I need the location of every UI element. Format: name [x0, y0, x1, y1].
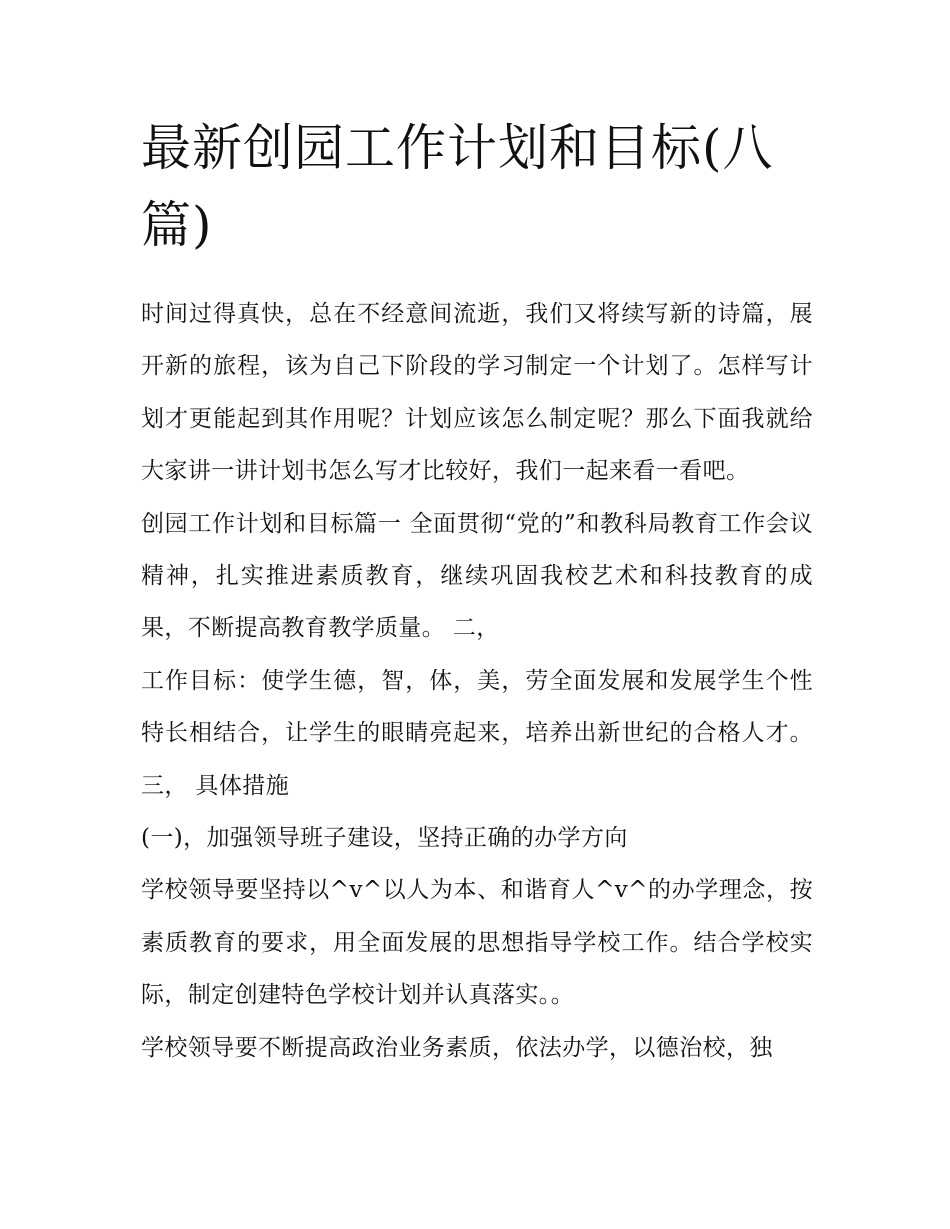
document-body [141, 110, 813, 1074]
quality-paragraph: 学校领导要不断提高政治业务素质，依法办学，以德治校，独 [141, 1034, 773, 1061]
work-goals-paragraph: 工作目标：使学生德，智，体，美，劳全面发展和发展学生个性特长相结合，让学生的眼睛亮起来，培养出新世纪的合格人才。 三， 具体措施 [141, 667, 813, 799]
leadership-paragraph: 学校领导要坚持以^v^以人为本、和谐育人^v^的办学理念，按素质教育的要求，用全面发展的思想指导学校工作。结合学校实际，制定创建特色学校计划并认真落实。。 [141, 877, 813, 1009]
document-title: 最新创园工作计划和目标(八篇) [141, 119, 774, 254]
section-one-paragraph: 创园工作计划和目标篇一 全面贯彻“党的”和教科局教育工作会议精神，扎实推进素质教育，继续巩固我校艺术和科技教育的成果，不断提高教育教学质量。 二， [141, 510, 813, 642]
intro-paragraph: 时间过得真快，总在不经意间流逝，我们又将续写新的诗篇，展开新的旅程，该为自己下阶段的学习制定一个计划了。怎样写计划才更能起到其作用呢？计划应该怎么制定呢？那么下面我就给大家讲一讲计划书怎么写才比较好，我们一起来看一看吧。 [141, 301, 813, 485]
measure-heading: (一)，加强领导班子建设，坚持正确的办学方向 [141, 825, 628, 852]
